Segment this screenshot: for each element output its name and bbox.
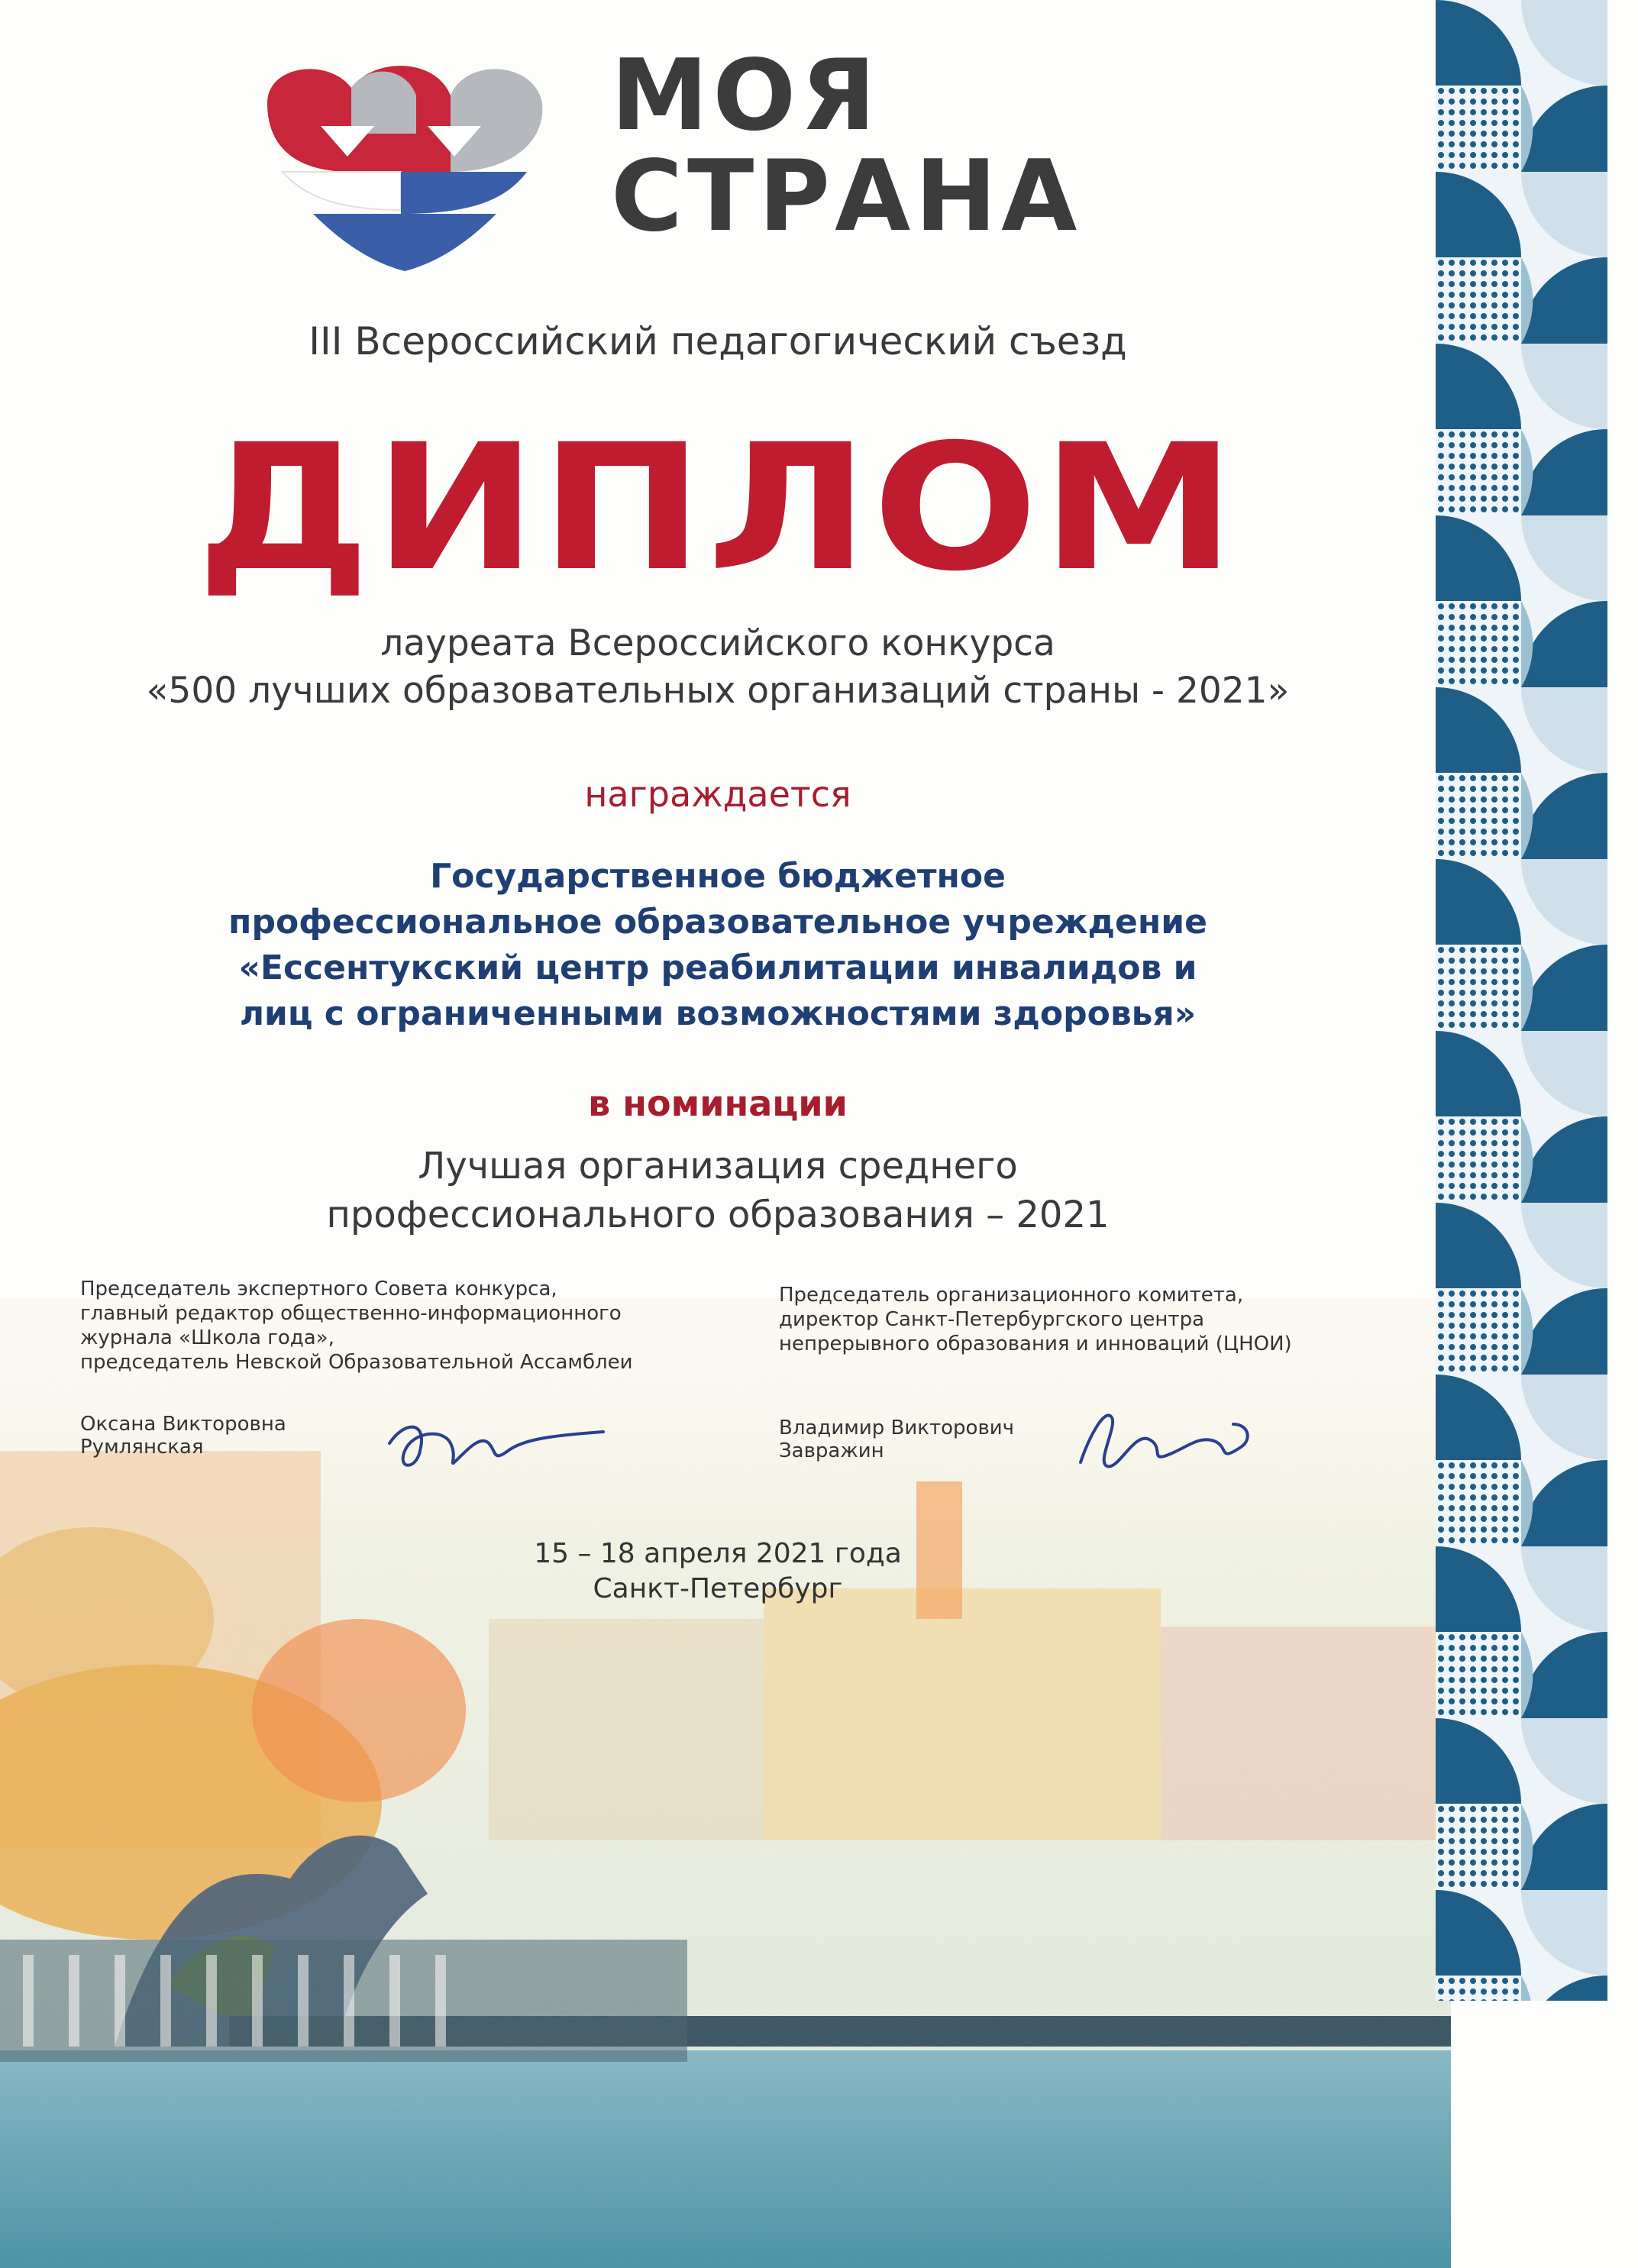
laureate-text (0, 620, 1436, 715)
nomination-label: в номинации (588, 1083, 848, 1124)
laureate-line-2: «500 лучших образовательных организаций страны - 2021» (146, 670, 1290, 712)
brand-wordmark (611, 39, 1222, 254)
brand-line-1: МОЯ (611, 39, 880, 153)
left-title-line-2: главный редактор общественно-информационного (80, 1302, 622, 1325)
org-line-3: «Ессентукский центр реабилитации инвалидов и (238, 948, 1197, 987)
right-name-line-2: Завражин (779, 1439, 884, 1462)
decorative-geometric-border (1436, 0, 1607, 2001)
left-name-line-2: Румлянская (80, 1436, 204, 1459)
org-line-2: профессиональное образовательное учреждение (228, 903, 1207, 942)
left-title-line-3: журнала «Школа года», (80, 1326, 334, 1349)
right-signatory-name (779, 1417, 1014, 1462)
right-title-line-2: директор Санкт-Петербургского центра (779, 1308, 1205, 1331)
right-signature-icon (1065, 1394, 1264, 1485)
diploma-title: ДИПЛОМ (196, 406, 1239, 609)
nomination-line-2: профессионального образования – 2021 (326, 1194, 1110, 1236)
event-dates: 15 – 18 апреля 2021 года (534, 1538, 902, 1569)
right-signatory-title (779, 1283, 1292, 1356)
nomination-text (0, 1142, 1436, 1239)
right-title-line-3: непрерывного образования и инноваций (ЦНОИ) (779, 1333, 1292, 1355)
right-name-line-1: Владимир Викторович (779, 1417, 1015, 1439)
left-title-line-1: Председатель экспертного Совета конкурса, (80, 1278, 557, 1300)
nomination-line-1: Лучшая организация среднего (418, 1145, 1018, 1187)
left-name-line-1: Оксана Викторовна (80, 1413, 286, 1436)
congress-subtitle: III Всероссийский педагогический съезд (309, 319, 1127, 363)
awarded-label: награждается (584, 774, 851, 815)
left-title-line-4: председатель Невской Образовательной Ассамблеи (80, 1351, 633, 1374)
event-info (0, 1536, 1436, 1607)
org-line-4: лиц с ограниченными возможностями здоровья» (239, 994, 1197, 1033)
moya-strana-logo-icon (252, 57, 557, 279)
laureate-line-1: лауреата Всероссийского конкурса (380, 622, 1055, 664)
org-line-1: Государственное бюджетное (430, 857, 1006, 896)
left-signatory-title (80, 1277, 633, 1375)
left-signature-icon (374, 1397, 619, 1481)
left-signatory-name (80, 1413, 286, 1459)
brand-line-2: СТРАНА (611, 140, 1082, 254)
event-city: Санкт-Петербург (593, 1573, 843, 1604)
right-title-line-1: Председатель организационного комитета, (779, 1284, 1244, 1307)
organization-name (0, 854, 1436, 1037)
